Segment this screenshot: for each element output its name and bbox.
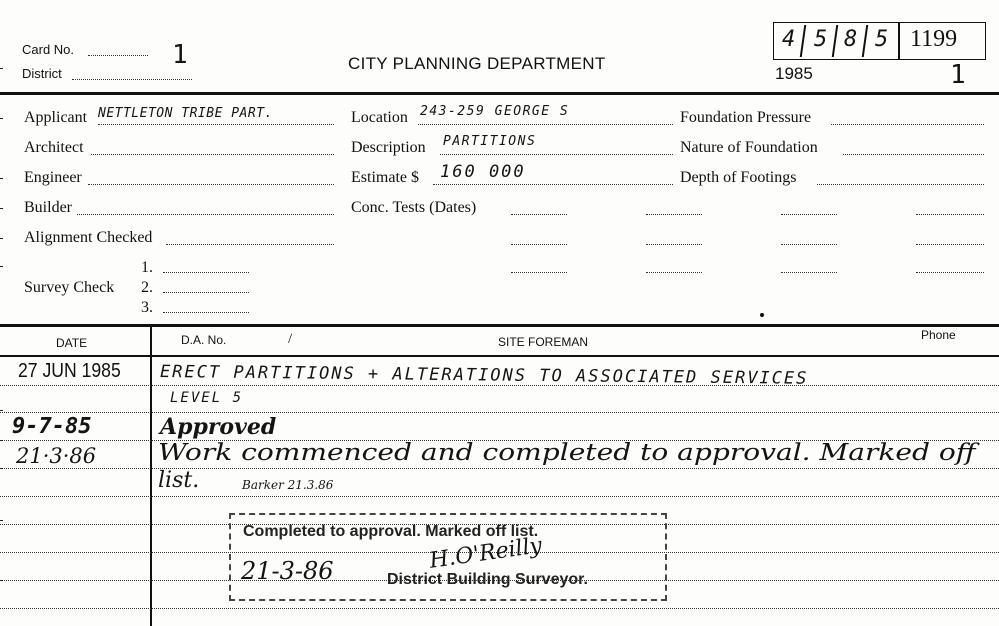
engineer-label: Engineer <box>24 169 82 186</box>
stamp-date: 21-3-86 <box>241 557 334 585</box>
edge-mark <box>0 208 3 209</box>
edge-mark <box>0 440 3 441</box>
builder-label: Builder <box>24 199 72 216</box>
nature-foundation-line <box>843 154 984 155</box>
conc-line <box>916 214 984 215</box>
card-no-line <box>88 55 148 56</box>
ruled-line <box>0 608 999 609</box>
depth-footings-label: Depth of Footings <box>680 169 797 186</box>
conc-tests-label: Conc. Tests (Dates) <box>351 199 477 216</box>
survey-item: 3. <box>141 299 153 316</box>
edge-mark <box>0 68 3 69</box>
ref-digit: 8 <box>844 27 858 52</box>
site-foreman-label: SITE FOREMAN <box>498 335 589 349</box>
applicant-value: NETTLETON TRIBE PART. <box>98 106 273 121</box>
reference-box <box>773 22 986 60</box>
conc-line <box>646 244 702 245</box>
conc-line <box>511 244 567 245</box>
log-header-rule <box>0 355 999 357</box>
year-mark: 1 <box>950 60 966 90</box>
estimate-value: 160 000 <box>440 162 526 182</box>
alignment-label: Alignment Checked <box>24 229 153 246</box>
ruled-line <box>0 496 999 497</box>
survey-item: 1. <box>141 259 153 276</box>
entry-text: ERECT PARTITIONS + ALTERATIONS TO ASSOCIATED SERVICES <box>159 362 809 389</box>
initials: Barker 21.3.86 <box>242 478 334 492</box>
card-no-label: Card No. <box>22 42 75 57</box>
conc-line <box>916 272 984 273</box>
description-label: Description <box>351 139 426 156</box>
ref-digit: 5 <box>875 27 889 52</box>
conc-line <box>646 272 702 273</box>
survey-line <box>163 292 249 293</box>
edge-mark <box>0 520 3 521</box>
edge-mark <box>0 468 3 469</box>
entry-date: 27 JUN 1985 <box>18 360 121 382</box>
entry-text: Approved <box>160 414 277 440</box>
edge-mark <box>0 238 3 239</box>
conc-line <box>781 244 837 245</box>
survey-line <box>163 272 249 273</box>
nature-foundation-label: Nature of Foundation <box>680 139 818 156</box>
architect-label: Architect <box>24 139 84 156</box>
year: 1985 <box>775 64 813 83</box>
conc-line <box>646 214 702 215</box>
entry-date: 21·3·86 <box>16 444 97 468</box>
date-column-divider <box>150 326 152 626</box>
approval-stamp <box>229 513 667 601</box>
description-value: PARTITIONS <box>443 134 537 149</box>
edge-mark <box>0 410 3 411</box>
entry-text: LEVEL 5 <box>170 390 244 406</box>
ruled-line <box>0 412 999 413</box>
conc-line <box>511 272 567 273</box>
ref-digit: 4 <box>782 27 796 52</box>
entry-date: 9-7-85 <box>12 414 92 439</box>
stamp-text: Completed to approval. Marked off list. <box>243 523 539 540</box>
edge-mark <box>0 178 3 179</box>
conc-line <box>781 214 837 215</box>
applicant-label: Applicant <box>24 109 88 126</box>
ref-number: 1199 <box>910 26 958 52</box>
conc-line <box>781 272 837 273</box>
da-label: D.A. No. <box>181 333 227 347</box>
edge-mark <box>0 118 3 119</box>
edge-mark <box>0 266 3 267</box>
edge-mark <box>0 580 3 581</box>
foundation-pressure-label: Foundation Pressure <box>680 109 812 126</box>
depth-footings-line <box>817 184 984 185</box>
location-line <box>418 124 673 125</box>
district-line <box>72 79 192 80</box>
description-line <box>440 154 673 155</box>
architect-line <box>91 154 334 155</box>
survey-item: 2. <box>141 279 153 296</box>
entry-text: Work commenced and completed to approval. Marked off <box>158 440 976 466</box>
estimate-label: Estimate $ <box>351 169 419 186</box>
conc-line <box>916 244 984 245</box>
survey-check-label: Survey Check <box>24 279 115 296</box>
ref-digit: 5 <box>814 27 828 52</box>
alignment-line <box>166 244 334 245</box>
builder-line <box>77 214 334 215</box>
signature: H.O'Reilly <box>427 533 544 574</box>
da-value: / <box>288 331 293 347</box>
phone-label: Phone <box>921 328 956 342</box>
estimate-line <box>433 184 673 185</box>
header-rule <box>0 92 999 95</box>
ink-dot <box>760 313 764 317</box>
page-title: CITY PLANNING DEPARTMENT <box>348 54 606 73</box>
engineer-line <box>88 184 334 185</box>
conc-line <box>511 214 567 215</box>
ruled-line <box>0 468 999 469</box>
applicant-line <box>98 124 334 125</box>
location-value: 243-259 GEORGE S <box>420 104 570 119</box>
date-header: DATE <box>56 336 88 350</box>
location-label: Location <box>351 109 408 126</box>
stamp-role: District Building Surveyor. <box>387 571 588 588</box>
card-no-value: 1 <box>172 40 188 70</box>
survey-line <box>163 312 249 313</box>
foundation-pressure-line <box>831 124 984 125</box>
entry-text: list. <box>158 468 200 493</box>
district-label: District <box>22 66 62 81</box>
